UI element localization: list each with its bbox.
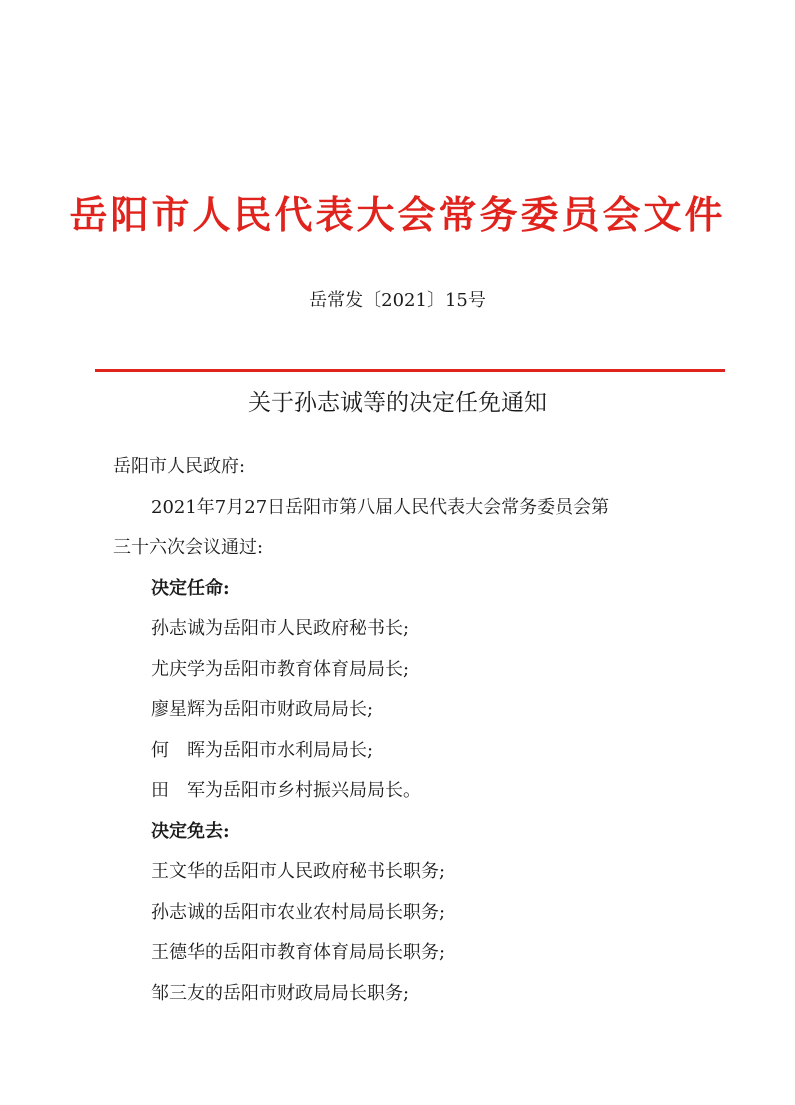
intro-line-2: 三十六次会议通过:	[113, 537, 264, 558]
document-number: 岳常发〔2021〕15号	[309, 290, 486, 311]
appoint-heading: 决定任命:	[151, 577, 230, 599]
removal-item: 王德华的岳阳市教育体育局局长职务;	[151, 942, 446, 963]
org-header-title: 岳阳市人民代表大会常务委员会文件	[69, 193, 726, 237]
appointment-item: 孙志诚为岳阳市人民政府秘书长;	[151, 618, 410, 639]
recipient-line: 岳阳市人民政府:	[113, 456, 246, 477]
appointment-item: 何 晖为岳阳市水利局局长;	[151, 739, 374, 761]
appointment-item: 尤庆学为岳阳市教育体育局局长;	[151, 658, 410, 680]
red-divider-line	[95, 369, 725, 372]
removal-item: 孙志诚的岳阳市农业农村局局长职务;	[151, 901, 446, 923]
removal-heading: 决定免去:	[151, 820, 230, 842]
removal-item: 王文华的岳阳市人民政府秘书长职务;	[151, 861, 446, 882]
removal-item: 邹三友的岳阳市财政局局长职务;	[151, 982, 410, 1004]
document-title: 关于孙志诚等的决定任免通知	[248, 390, 547, 416]
appointment-item: 田 军为岳阳市乡村振兴局局长。	[151, 780, 421, 801]
document-body	[113, 447, 723, 1014]
appointment-item: 廖星辉为岳阳市财政局局长;	[151, 699, 374, 720]
intro-line-1: 2021年7月27日岳阳市第八届人民代表大会常务委员会第	[151, 496, 610, 518]
